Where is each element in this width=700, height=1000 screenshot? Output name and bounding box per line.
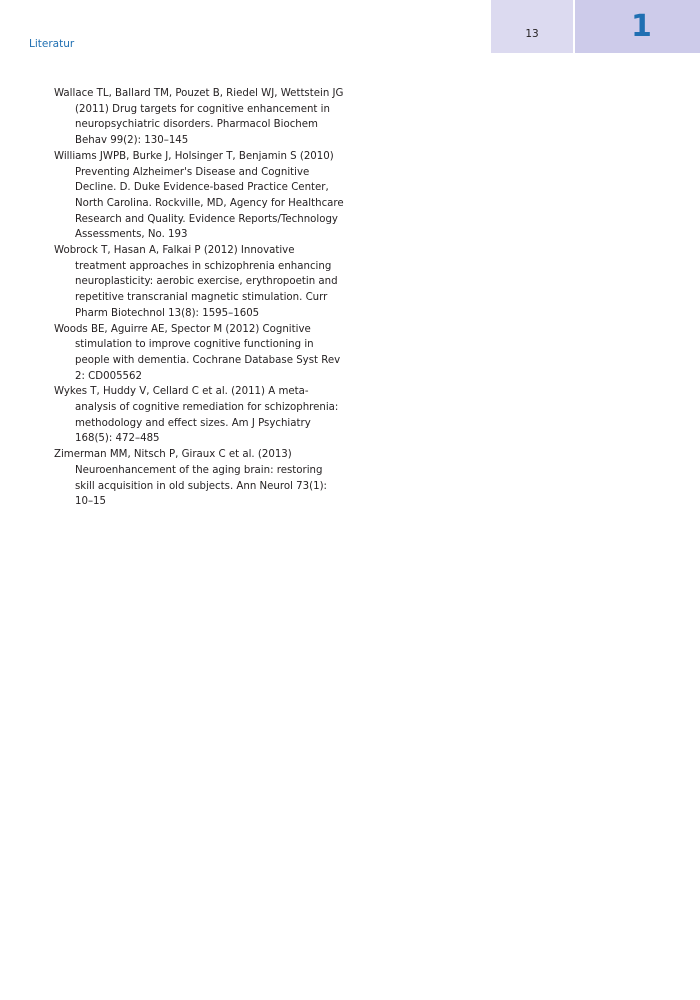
reference-item: Wallace TL, Ballard TM, Pouzet B, Riedel WJ, Wettstein JG (2011) Drug targets for cognitive enhancement in neuropsychiatric disorders. Pharmacol Biochem Behav 99(2): 130–145 [54,88,344,147]
running-header-title: Literatur [29,38,75,50]
reference-item: Wykes T, Huddy V, Cellard C et al. (2011) A meta-analysis of cognitive remediation for schizophrenia: methodology and effect sizes. Am J Psychiatry 168(5): 472–485 [54,386,339,445]
reference-item: Wobrock T, Hasan A, Falkai P (2012) Innovative treatment approaches in schizophrenia enhancing neuroplasticity: aerobic exercise, erythropoetin and repetitive transcranial magnetic stimulation. Curr Pharm Biotechnol 13(8): 1595–1605 [54,245,338,319]
chapter-number: 1 [631,9,652,44]
page-number-tab [491,0,573,53]
reference-item: Zimerman MM, Nitsch P, Giraux C et al. (2013) Neuroenhancement of the aging brain: restoring skill acquisition in old subjects. Ann Neurol 73(1): 10–15 [54,449,327,508]
reference-list [54,86,344,510]
reference-item: Woods BE, Aguirre AE, Spector M (2012) Cognitive stimulation to improve cognitive functioning in people with dementia. Cochrane Database Syst Rev 2: CD005562 [54,323,341,382]
reference-item: Williams JWPB, Burke J, Holsinger T, Benjamin S (2010) Preventing Alzheimer's Disease and Cognitive Decline. D. Duke Evidence-based Practice Center, North Carolina. Rockville, MD, Agency for Healthcare Research and Quality. Evidence Reports/Technology Assessments, No. 193 [54,150,344,241]
chapter-tab [575,0,700,53]
page-number: 13 [525,28,539,40]
